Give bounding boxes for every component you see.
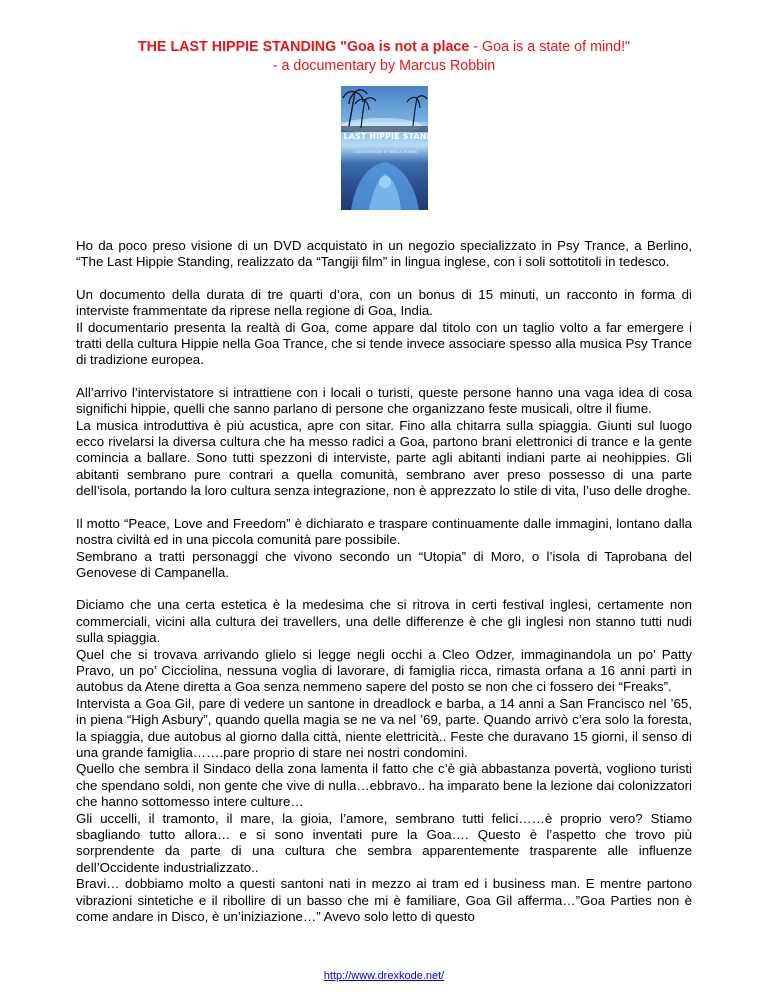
paragraph [76,385,692,500]
paragraph [76,597,692,925]
footer [0,970,768,982]
paragraph-line: Quello che sembra il Sindaco della zona lamenta il fatto che c’è già abbastanza povertà, vogliono turisti che spendano soldi, non gente che vive di nulla…ebbravo.. ha imparato bene la lezione dai colonizzatori che hanno sottomesso intere culture… [76,761,692,810]
footer-link[interactable]: http://www.drexkode.net/ [323,970,445,982]
paragraph-line: Il motto “Peace, Love and Freedom” è dichiarato e traspare continuamente dalle immagini, lontano dalla nostra civiltà ed in una piccola comunità pare possibile. [76,515,692,548]
paragraph [76,238,692,271]
document-page [76,38,692,941]
document-title [76,38,692,76]
dvd-cover-image [341,86,450,210]
paragraph-line: Quel che si trovava arrivando glielo si legge negli occhi a Cleo Odzer, immaginandola un po’ Patty Pravo, un po’ Cicciolina, nessuna voglia di lavorare, di famiglia ricca, rimasta orfana a 16 anni partì in autobus da Atene diretta a Goa senza nemmeno sapere del posto se non che ci fossero dei “Freaks”. [76,646,692,695]
paragraph-line: Il documentario presenta la realtà di Goa, come appare dal titolo con un taglio volto a far emergere i tratti della cultura Hippie nella Goa Trance, che si tende invece associare spesso alla musica Psy Trance di tradizione europea. [76,319,692,368]
paragraph-line: Ho da poco preso visione di un DVD acquistato in un negozio specializzato in Psy Trance, a Berlino, “The Last Hippie Standing, realizzato da “Tangiji film” in lingua inglese, con i soli sottotitoli in tedesco. [76,238,692,270]
paragraph-line: Intervista a Goa Gil, pare di vedere un santone in dreadlock e barba, a 14 anni a San Francisco nel ’65, in piena “High Asbury”, quando quella magia se ne va nel ’69, parte. Quando arrivò c’era solo la foresta, la spiaggia, due autobus al giorno dalla città, niente elettricità.. Feste che duravano 15 giorni, il senso di una grande famiglia…….pare proprio di stare nei nostri condomini. [76,695,692,760]
cover-subtitle-text: A DOCUMENTARY BY MARCUS ROBBIN [354,150,417,154]
cover-artwork [341,86,450,210]
paragraph-line: Bravi… dobbiamo molto a questi santoni nati in mezzo ai tram ed i business man. E mentre partono vibrazioni sintetiche e il ribollire di un basso che mi è familiare, Goa Gil afferma…”Goa Parties non è come andare in Disco, è un’iniziazione…” Avevo solo letto di questo [76,876,692,925]
article-body [76,238,692,925]
paragraph-line: Diciamo che una certa estetica è la medesima che si ritrova in certi festival inglesi, certamente non commerciali, vicini alla cultura dei travellers, una delle differenze è che gli inglesi non stanno tutti nudi sulla spiaggia. [76,597,692,646]
title-rest: - Goa is a state of mind!" [469,39,631,55]
title-line-2: - a documentary by Marcus Robbin [272,58,496,74]
paragraph-line: Gli uccelli, il tramonto, il mare, la gioia, l’amore, sembrano tutti felici……è proprio vero? Stiamo sbagliando tutto allora… e si sono inventati pure la Goa…. Questo è l’aspetto che trovo più sorprendente da parte di una cultura che sembra apparentemente trasparente alle influenze dell’Occidente industrializzato.. [76,810,692,875]
title-line-1 [76,38,692,57]
paragraph-line: All’arrivo l’intervistatore si intrattiene con i locali o turisti, queste persone hanno una vaga idea di cosa significhi hippie, quelli che sanno parlano di persone che organizzano feste musicali, oltre il fiume. [76,384,692,417]
cover-title-text: LAST HIPPIE STANDING [343,132,450,141]
paragraph [76,516,692,582]
paragraph-line: Un documento della durata di tre quarti d’ora, con un bonus di 15 minuti, un racconto in forma di interviste frammentate da riprese nella regione di Goa, India. [76,286,692,319]
paragraph-line: La musica introduttiva è più acustica, apre con sitar. Fino alla chitarra sulla spiaggia. Giunti sul luogo ecco rivelarsi la diversa cultura che ha messo radici a Goa, partono brani elettronici di trance e la gente comincia a ballare. Sono tutti spezzoni di interviste, parte agli abitanti indiani parte ai neohippies. Gli abitanti sembrano pure contrari a quella comunità, sembrano aver preso possesso di una parte dell’isola, portando la loro cultura senza integrazione, non è apprezzato lo stile di vita, l’uso delle droghe. [76,417,692,499]
title-strong: THE LAST HIPPIE STANDING "Goa is not a place [137,39,470,55]
cover-wrapper [76,86,692,215]
paragraph-line: Sembrano a tratti personaggi che vivono secondo un “Utopia” di Moro, o l’isola di Taprobana del Genovese di Campanella. [76,548,692,580]
paragraph [76,287,692,369]
